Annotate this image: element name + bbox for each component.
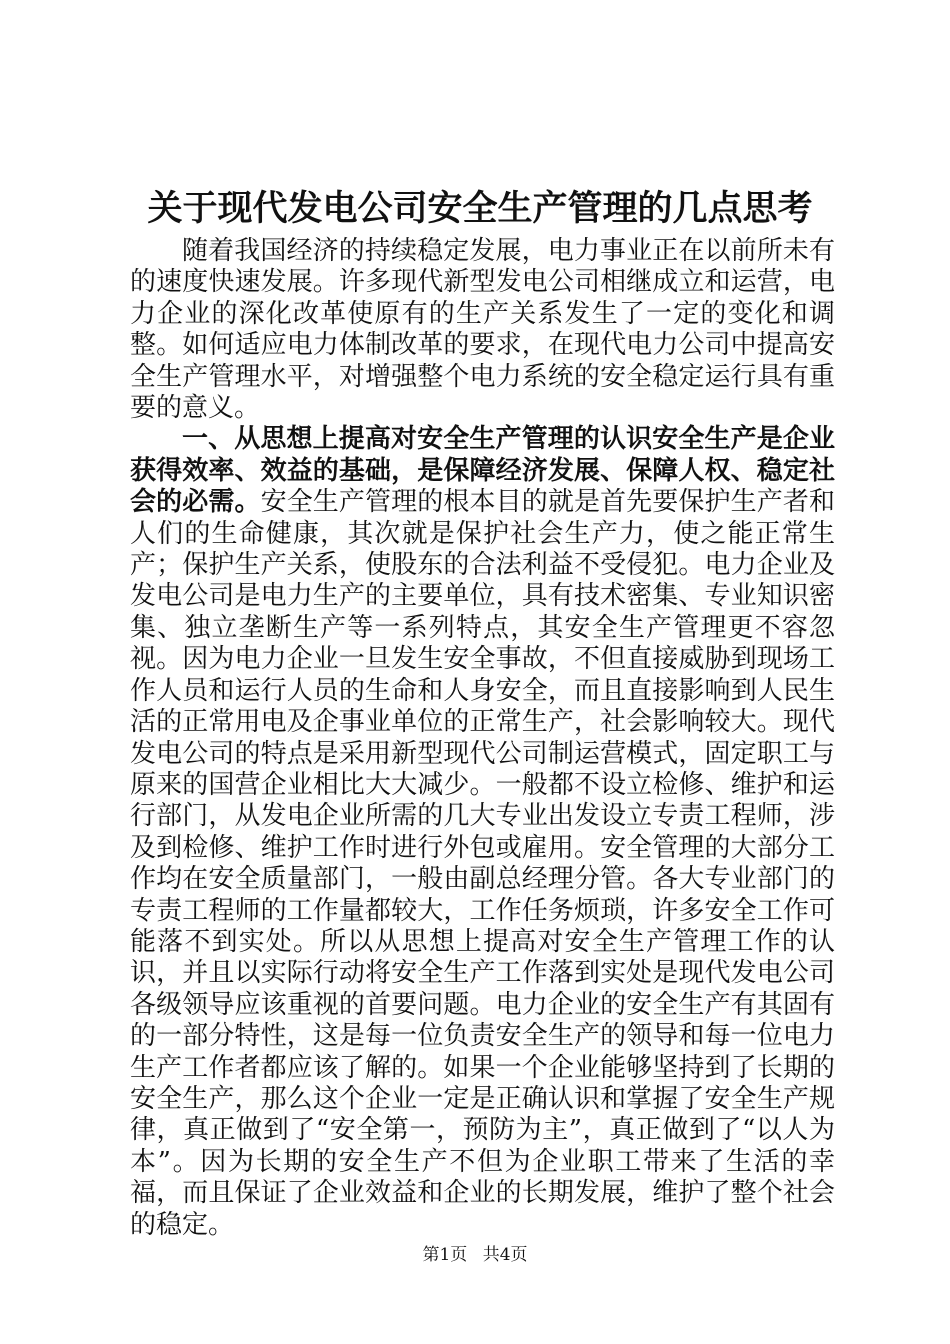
section-1-heading: 一、从思想上提高对安全生产管理的认识安全生产是企业获得效率、效益的基础，是保障经济发展、保障人权、稳定社会的必需。 [130,424,835,518]
page-number: 第1页 [422,1245,468,1265]
page-footer [0,1244,950,1266]
page-total: 共4页 [482,1245,528,1265]
section-1-body: 安全生产管理的根本目的就是首先要保护生产者和人们的生命健康，其次就是保护社会生产力，使之能正常生产；保护生产关系，使股东的合法利益不受侵犯。电力企业及发电公司是电力生产的主要单位，具有技术密集、专业知识密集、独立垄断生产等一系列特点，其安全生产管理更不容忽视。因为电力企业一旦发生安全事故，不但直接威胁到现场工作人员和运行人员的生命和人身安全，而且直接影响到人民生活的正常用电及企事业单位的正常生产，社会影响较大。现代发电公司的特点是采用新型现代公司制运营模式，固定职工与原来的国营企业相比大大减少。一般都不设立检修、维护和运行部门，从发电企业所需的几大专业出发设立专责工程师，涉及到检修、维护工作时进行外包或雇用。安全管理的大部分工作均在安全质量部门，一般由副总经理分管。各大专业部门的专责工程师的工作量都较大，工作任务烦琐，许多安全工作可能落不到实处。所以从思想上提高对安全生产管理工作的认识，并且以实际行动将安全生产工作落到实处是现代发电公司各级领导应该重视的首要问题。电力企业的安全生产有其固有的一部分特性，这是每一位负责安全生产的领导和每一位电力生产工作者都应该了解的。如果一个企业能够坚持到了长期的安全生产，那么这个企业一定是正确认识和掌握了安全生产规律，真正做到了“安全第一，预防为主”，真正做到了“以人为本”。因为长期的安全生产不但为企业职工带来了生活的幸福，而且保证了企业效益和企业的长期发展，维护了整个社会的稳定。 [130,487,835,1240]
document-title: 关于现代发电公司安全生产管理的几点思考 [147,188,813,229]
section-1-paragraph [130,424,835,1241]
intro-paragraph: 随着我国经济的持续稳定发展，电力事业正在以前所未有的速度快速发展。许多现代新型发电公司相继成立和运营，电力企业的深化改革使原有的生产关系发生了一定的变化和调整。如何适应电力体制改革的要求，在现代电力公司中提高安全生产管理水平，对增强整个电力系统的安全稳定运行具有重要的意义。 [130,236,835,424]
document-body [130,236,835,1241]
